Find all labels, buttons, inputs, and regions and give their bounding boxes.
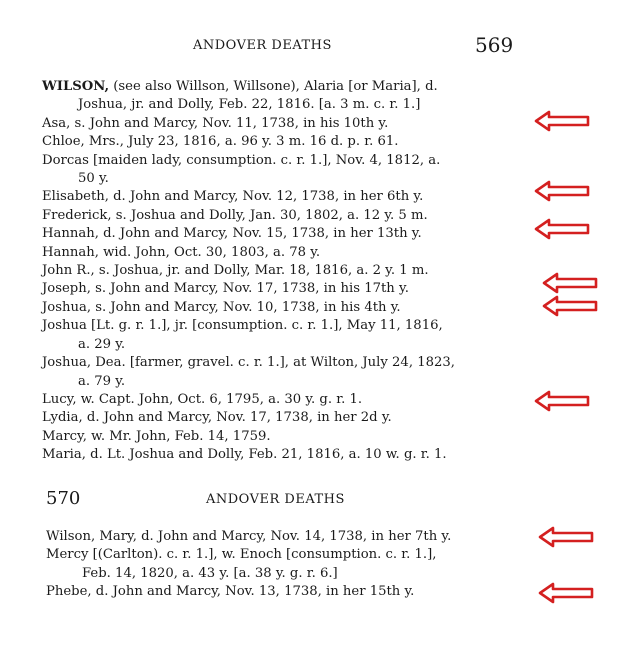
record-entry <box>42 115 542 133</box>
record-text: Joshua, Dea. [farmer, gravel. c. r. 1.], at Wilton, July 24, 1823, <box>42 355 455 371</box>
record-entry <box>42 244 542 262</box>
record-continuation: Joshua, jr. and Dolly, Feb. 22, 1816. [a. 3 m. c. r. 1.] <box>78 97 421 113</box>
page-header-569 <box>0 34 640 58</box>
record-entry <box>42 207 542 225</box>
record-entry <box>42 262 542 280</box>
record-entry <box>46 546 546 583</box>
record-entry <box>42 188 542 206</box>
record-text: Marcy, w. Mr. John, Feb. 14, 1759. <box>42 428 271 444</box>
record-text: Frederick, s. Joshua and Dolly, Jan. 30, 1802, a. 12 y. 5 m. <box>42 207 428 223</box>
left-arrow-icon <box>533 218 591 240</box>
record-text: Mercy [(Carlton). c. r. 1.], w. Enoch [consumption. c. r. 1.], <box>46 547 437 563</box>
page-title: ANDOVER DEATHS <box>206 492 345 507</box>
page-title: ANDOVER DEATHS <box>193 38 332 53</box>
record-text: (see also Willson, Willsone), Alaria [or Maria], d. <box>109 79 438 94</box>
record-continuation: a. 79 y. <box>78 373 126 389</box>
page-number: 569 <box>475 33 514 57</box>
left-arrow-icon <box>533 390 591 412</box>
record-text: Dorcas [maiden lady, consumption. c. r. 1.], Nov. 4, 1812, a. <box>42 152 441 168</box>
page-number: 570 <box>46 488 81 509</box>
left-arrow-icon <box>533 180 591 202</box>
record-text: Hannah, d. John and Marcy, Nov. 15, 1738, in her 13th y. <box>42 226 422 242</box>
record-entry <box>42 225 542 243</box>
record-entry <box>42 446 542 464</box>
death-records-list <box>42 78 542 465</box>
record-text: Joshua [Lt. g. r. 1.], jr. [consumption. c. r. 1.], May 11, 1816, <box>42 318 443 334</box>
record-entry <box>42 391 542 409</box>
record-entry <box>46 583 546 601</box>
record-text: Asa, s. John and Marcy, Nov. 11, 1738, in his 10th y. <box>42 115 389 131</box>
page-header-570 <box>0 486 640 510</box>
left-arrow-icon <box>541 295 599 317</box>
record-entry <box>42 133 542 151</box>
record-text: Wilson, Mary, d. John and Marcy, Nov. 14, 1738, in her 7th y. <box>46 529 452 544</box>
record-text: Maria, d. Lt. Joshua and Dolly, Feb. 21, 1816, a. 10 w. g. r. 1. <box>42 447 447 463</box>
death-records-list <box>46 528 546 602</box>
record-continuation: a. 29 y. <box>78 336 126 352</box>
record-text: Joseph, s. John and Marcy, Nov. 17, 1738, in his 17th y. <box>42 281 409 297</box>
record-entry <box>42 280 542 298</box>
record-text: Chloe, Mrs., July 23, 1816, a. 96 y. 3 m. 16 d. p. r. 61. <box>42 134 399 150</box>
record-entry <box>42 152 542 189</box>
record-text: Hannah, wid. John, Oct. 30, 1803, a. 78 y. <box>42 244 321 260</box>
record-continuation: 50 y. <box>78 171 109 187</box>
record-text: Elisabeth, d. John and Marcy, Nov. 12, 1738, in her 6th y. <box>42 189 424 205</box>
record-entry <box>42 409 542 427</box>
record-entry <box>42 428 542 446</box>
record-entry <box>42 354 542 391</box>
record-continuation: Feb. 14, 1820, a. 43 y. [a. 38 y. g. r. 6.] <box>82 565 338 581</box>
record-text: John R., s. Joshua, jr. and Dolly, Mar. 18, 1816, a. 2 y. 1 m. <box>42 263 429 279</box>
surname-lead: WILSON, <box>42 79 110 94</box>
record-text: Lydia, d. John and Marcy, Nov. 17, 1738, in her 2d y. <box>42 410 392 426</box>
left-arrow-icon <box>537 582 595 604</box>
record-entry <box>42 317 542 354</box>
left-arrow-icon <box>537 526 595 548</box>
left-arrow-icon <box>541 272 599 294</box>
record-entry <box>42 78 542 115</box>
record-text: Lucy, w. Capt. John, Oct. 6, 1795, a. 30 y. g. r. 1. <box>42 391 363 407</box>
record-text: Joshua, s. John and Marcy, Nov. 10, 1738, in his 4th y. <box>42 299 401 315</box>
record-entry <box>42 299 542 317</box>
left-arrow-icon <box>533 110 591 132</box>
record-text: Phebe, d. John and Marcy, Nov. 13, 1738, in her 15th y. <box>46 584 415 600</box>
record-entry <box>46 528 546 546</box>
